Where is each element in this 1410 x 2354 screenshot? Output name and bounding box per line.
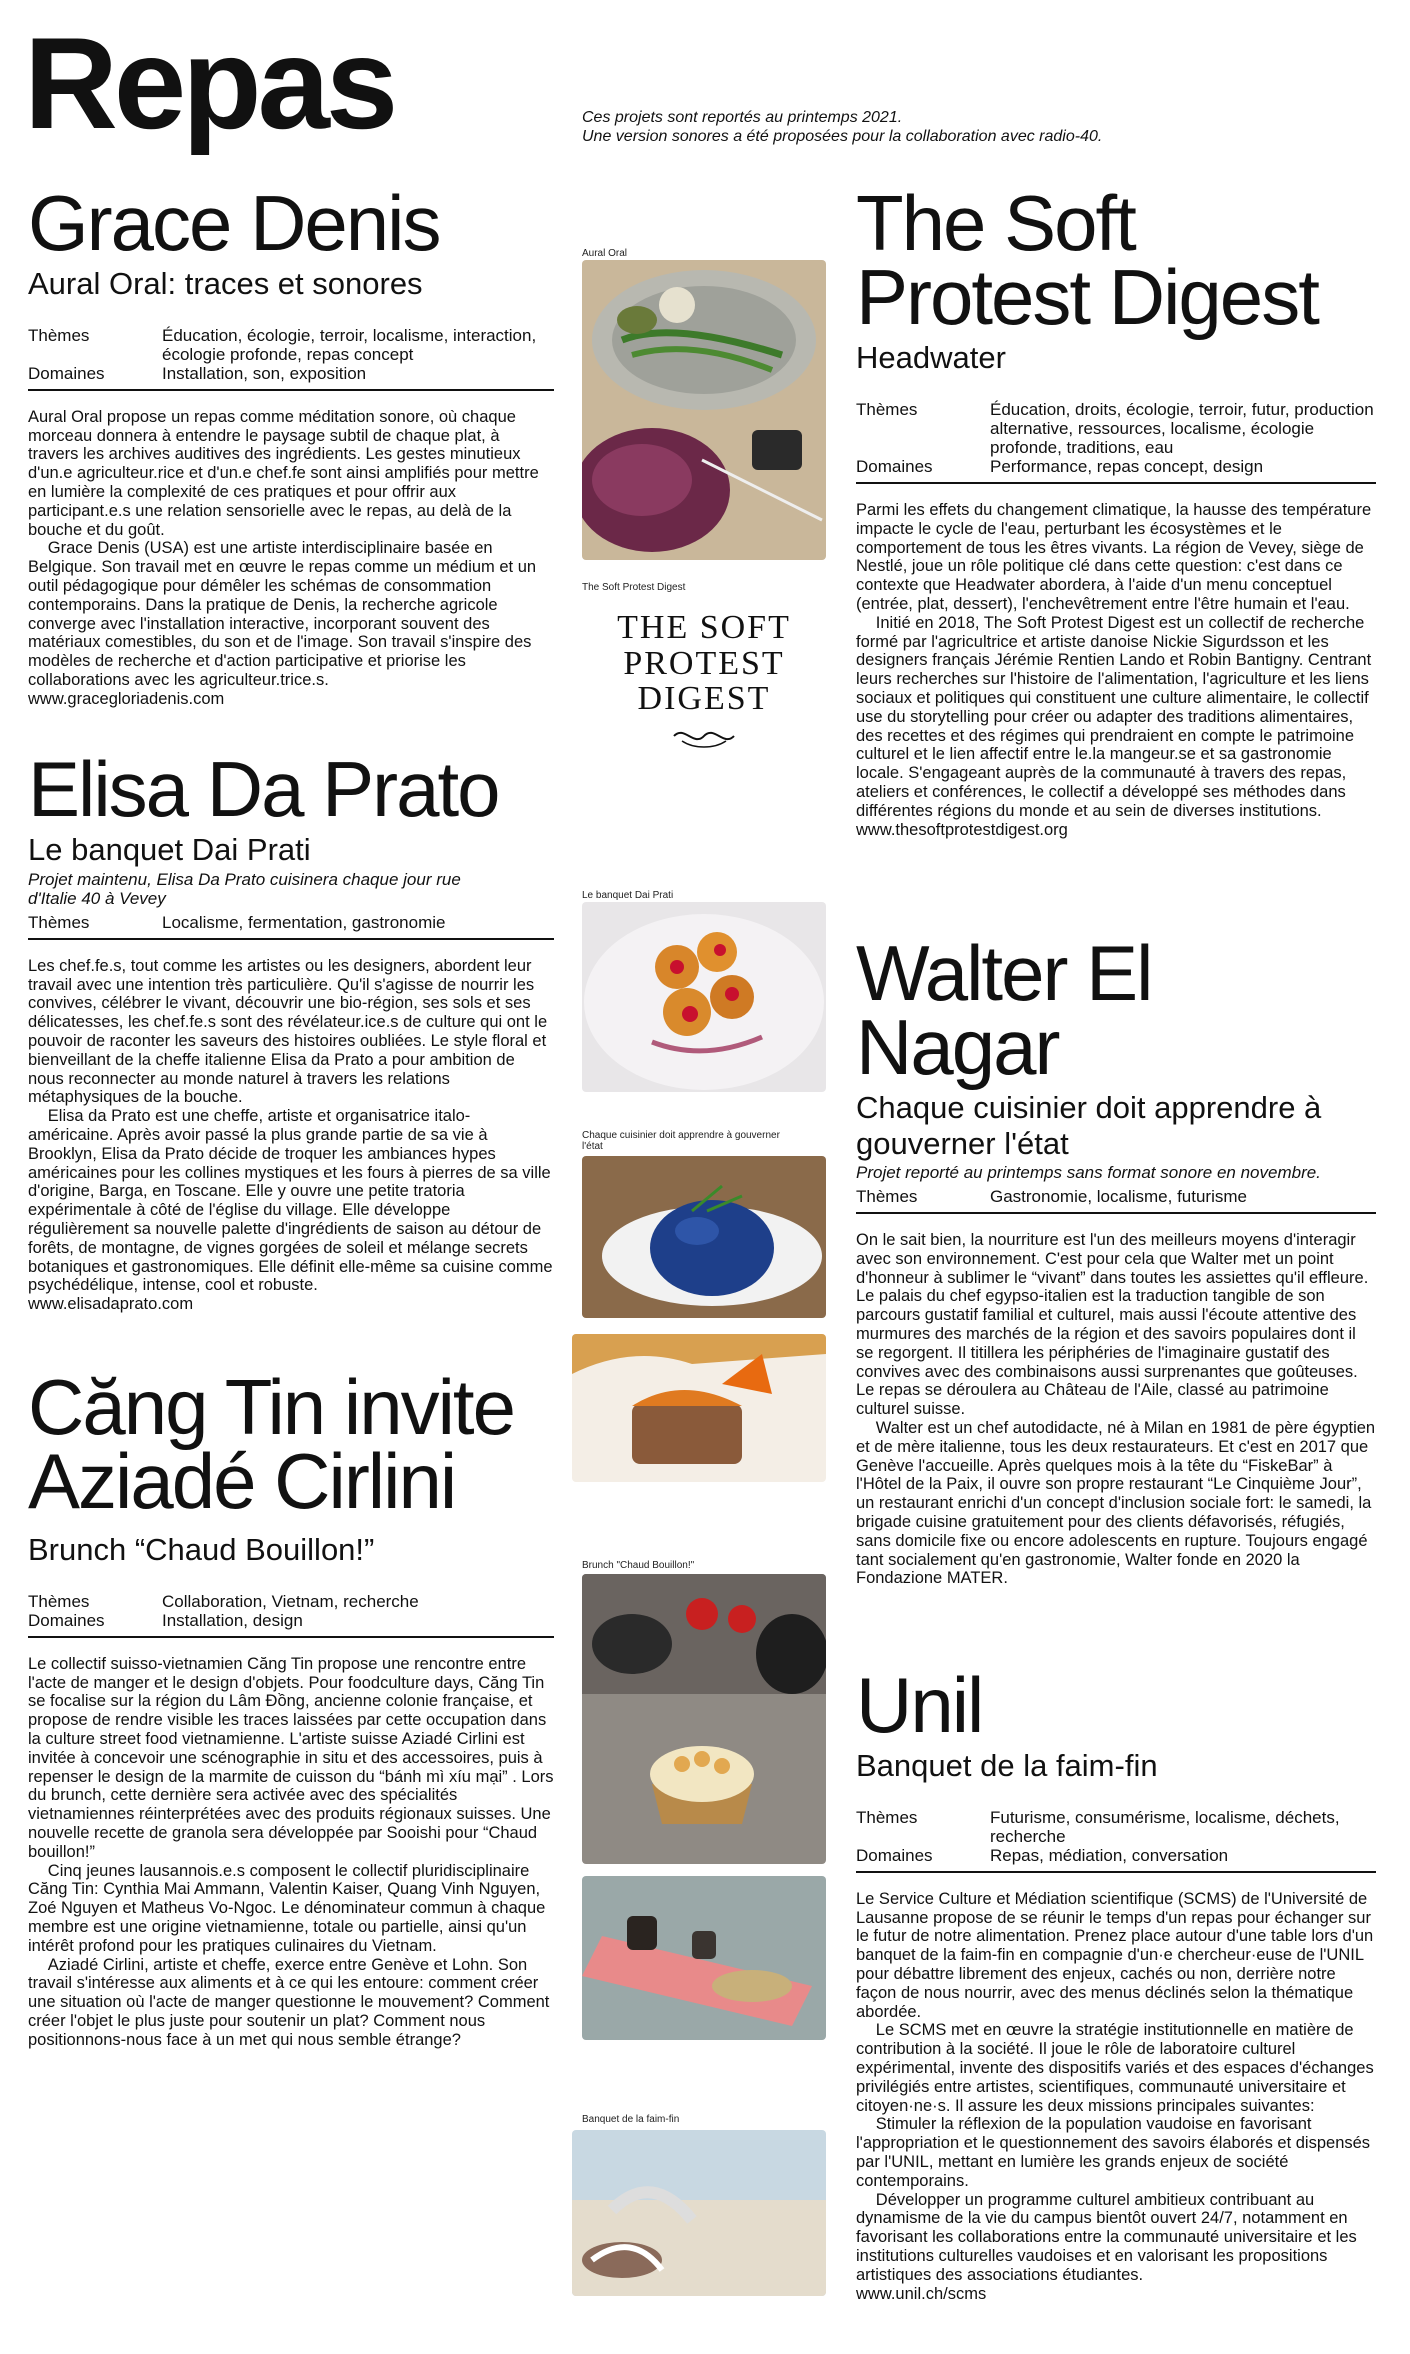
themes-label: Thèmes xyxy=(28,1591,90,1611)
domaines-label: Domaines xyxy=(28,363,105,383)
dai-prati-photo-art xyxy=(582,902,826,1092)
caption-chaque-cuisinier: Chaque cuisinier doit apprendre à gouverner l'état xyxy=(582,1130,780,1152)
meta-table xyxy=(28,1592,554,1638)
caption-brunch: Brunch "Chaud Bouillon!" xyxy=(582,1560,695,1571)
description xyxy=(856,1890,1376,2304)
chaque-cuisinier-photo xyxy=(582,1156,826,1318)
section-unil xyxy=(856,1661,1376,2303)
domaines-label: Domaines xyxy=(856,1845,933,1865)
status-note: Projet maintenu, Elisa Da Prato cuisinera chaque jour rue d'Italie 40 à Vevey xyxy=(28,869,461,909)
caption-soft-protest: The Soft Protest Digest xyxy=(582,582,686,593)
artist-name: Unil xyxy=(856,1661,983,1749)
paragraph: Le collectif suisso-vietnamien Căng Tin propose une rencontre entre l'acte de manger et le design d'objets. Pour foodculture days, Căng Tin se focalise sur la région du Lâm Đồng, ancienne colonie française, et propose de rendre visible les traces laissées par cette occupation dans la culture street food vietnamienne. L'artiste suisse Aziadé Cirlini est invitée à concevoir une scénographie in situ et des accessoires, puis à repenser le design de la marmite de cuisson du “bánh mì xíu mại” . Lors du brunch, cette dernière sera activée avec des spécialités vietnamiennes réinterprétées avec des produits régionaux suisses. Une nouvelle recette de granola sera développée par Sooishi pour “Chaud bouillon!” xyxy=(28,1654,554,1861)
banquet-dai-prati-photo xyxy=(582,902,826,1092)
soft-protest-logo xyxy=(582,610,826,757)
description xyxy=(28,957,554,1314)
description xyxy=(28,1655,554,2050)
themes-value: Collaboration, Vietnam, recherche xyxy=(162,1591,419,1611)
dessert-photo-art xyxy=(572,1334,826,1482)
themes-value: Gastronomie, localisme, futurisme xyxy=(990,1187,1247,1207)
themes-label: Thèmes xyxy=(856,399,918,419)
website-link[interactable]: www.elisadaprato.com xyxy=(28,1295,194,1314)
artist-name: Căng Tin invite Aziadé Cirlini xyxy=(28,1363,514,1526)
section-walter-el-nagar xyxy=(856,929,1376,1588)
artist-name: Walter El Nagar xyxy=(856,929,1152,1092)
caption-banquet-dai-prati: Le banquet Dai Prati xyxy=(582,890,674,901)
domaines-label: Domaines xyxy=(28,1610,105,1630)
themes-value: Futurisme, consumérisme, localisme, déchets, recherche xyxy=(990,1807,1340,1846)
project-subtitle: Brunch “Chaud Bouillon!” xyxy=(28,1532,375,1568)
dessert-photo xyxy=(572,1334,826,1482)
section-soft-protest-digest xyxy=(856,179,1376,839)
themes-label: Thèmes xyxy=(856,1807,918,1827)
status-note: Projet reporté au printemps sans format sonore en novembre. xyxy=(856,1163,1321,1183)
domaines-value: Installation, design xyxy=(162,1610,303,1630)
themes-value: Éducation, écologie, terroir, localisme, interaction, écologie profonde, repas concept xyxy=(162,325,537,364)
domaines-label: Domaines xyxy=(856,456,933,476)
brunch-photo-art xyxy=(582,1574,826,1864)
project-subtitle: Banquet de la faim-fin xyxy=(856,1748,1158,1784)
themes-value: Localisme, fermentation, gastronomie xyxy=(162,912,446,932)
table-setting-photo xyxy=(582,1876,826,2040)
themes-label: Thèmes xyxy=(28,325,90,345)
paragraph: Stimuler la réflexion de la population vaudoise en favorisant l'appropriation et le questionnement des savoirs élaborés et dispensés par l'UNIL, mettant en lumière les grands enjeux de société contemporains. xyxy=(856,2115,1371,2190)
paragraph: Aziadé Cirlini, artiste et cheffe, exerce entre Genève et Lohn. Son travail s'intéresse aux aliments et à ce qui les entoure: comment créer une situation où l'acte de manger questionne le mouvement? Comment créer l'objet le plus juste pour soutenir un plat? Comment nous positionnons-nous face à un met qui nous semble étrange? xyxy=(28,1955,550,2049)
artist-name: Elisa Da Prato xyxy=(28,745,499,833)
paragraph: Le Service Culture et Médiation scientifique (SCMS) de l'Université de Lausanne propose de se réunir le temps d'un repas pour échanger sur le futur de notre alimentation. Prenez place autour d'une table lors d'un banquet de la faim-fin en compagnie d'un·e chercheur·euse de l'UNIL pour débattre librement des enjeux, cachés ou non, derrière notre façon de nous nourrir, avec des menus déclinés selon la thématique abordée. xyxy=(856,1889,1374,2021)
meta-table xyxy=(856,400,1376,484)
description xyxy=(28,408,554,709)
paragraph: Elisa da Prato est une cheffe, artiste et organisatrice italo-américaine. Après avoir passé la plus grande partie de sa vie à Brooklyn, Elisa da Prato décide de troquer les ambiances hypes américaines pour les collines mystiques et les fours à pierres de sa ville d'origine, Barga, en Toscane. Elle y ouvre une petite tratoria expérimentale à côté de l'église du village. Elle développe régulièrement sa nouvelle palette d'ingrédients de saison au détour de forêts, de montagne, de vignes gorgées de soleil et mélange secrets botaniques et gastronomiques. Elle définit elle-même sa cuisine comme psychédélique, intense, cool et robuste. xyxy=(28,1107,553,1295)
paragraph: Cinq jeunes lausannois.e.s composent le collectif pluridisciplinaire Căng Tin: Cynthia Mai Ammann, Valentin Kaiser, Quang Vinh Nguyen, Zoé Nguyen et Matheus Vo-Ngoc. Le dénominateur commun à chaque membre est une origine vietnamienne, totale ou partielle, ainsi qu'un intérêt profond pour les pratiques culinaires du Vietnam. xyxy=(28,1861,546,1955)
description xyxy=(856,501,1376,839)
table-photo-art xyxy=(582,1876,826,2040)
logo-line: PROTEST xyxy=(623,644,785,682)
project-subtitle: Aural Oral: traces et sonores xyxy=(28,266,423,302)
section-grace-denis xyxy=(28,179,554,709)
meta-table xyxy=(28,913,554,940)
meta-table xyxy=(28,326,554,391)
paragraph: On le sait bien, la nourriture est l'un des meilleurs moyens d'interagir avec son environnement. C'est pour cela que Walter met un point d'honneur à sublimer le “vivant” dans toutes les assiettes qu'il effleure. Le palais du chef egypso-italien est la traduction tangible de son parcours gustatif familial et culturel, mais aussi l'écoute attentive des murmures des marchés de la région et des savoirs populaires dont il se regorgent. Il titillera les périphéries de l'imaginaire gustatif des convives avec des combinaisons aussi surprenantes que goûteuses. Le repas se déroulera au Château de l'Aile, classé au patrimoine culturel suisse. xyxy=(856,1231,1369,1419)
paragraph: Initié en 2018, The Soft Protest Digest est un collectif de recherche formé par l'agricultrice et artiste danoise Nickie Sigurdsson et les designers français Jérémie Rentien Lando et Robin Bantigny. Centrant leurs recherches sur l'histoire de l'alimentation, l'agriculture et les liens sociaux et politiques qui constituent une culture alimentaire, le collectif use du storytelling pour créer ou adapter des traditions alimentaires, des recettes et des régimes qui prendraient en compte le patrimoine culturel et le lien affectif entre le.la mangeur.se et sa gastronomie locale. S'engageant auprès de la communauté à travers des repas, ateliers et conférences, le collectif a développé ses méthodes dans différentes régions du monde et au sein de diverses institutions. xyxy=(856,613,1372,820)
page-title: Repas xyxy=(24,10,395,156)
artist-name: The Soft Protest Digest xyxy=(856,179,1318,342)
themes-label: Thèmes xyxy=(28,912,90,932)
paragraph: Walter est un chef autodidacte, né à Milan en 1981 de père égyptien et de mère italienne, tous les deux restaurateurs. Et c'est en 2017 que Genève l'accueille. Après quelques mois à la tête du “FiskeBar” à l'Hôtel de la Paix, il ouvre son propre restaurant “Le Cinquième Jour”, un restaurant enrichi d'un concept d'inclusion sociale fort: le samedi, la brigade cuisine gratuitement pour des clients défavorisés, réfugiés, sans domicile fixe ou encore adolescents en rupture. Toujours engagé tant socialement qu'en gastronomie, Walter fonde en 2020 la Fondazione MATER. xyxy=(856,1419,1376,1588)
paragraph: Les chef.fe.s, tout comme les artistes ou les designers, abordent leur travail avec une intention très particulière. Qu'il s'agisse de nourrir les convives, célébrer le vivant, découvrir une bio-région, ses sols et ses délicatesses, les chef.fe.s sont des révélateur.ice.s de culture qui ont le pouvoir de raconter les saveurs des histoires oubliées. Le style floral et bienveillant de la cheffe italienne Elisa da Prato a pour ambition de nous reconnecter au monde naturel à travers les relations métaphysiques de la bouche. xyxy=(28,956,548,1107)
logo-line: THE SOFT xyxy=(617,609,791,646)
project-subtitle: Le banquet Dai Prati xyxy=(28,832,311,868)
paragraph: Grace Denis (USA) est une artiste interdisciplinaire basée en Belgique. Son travail met en œuvre le repas comme un médium et un outil pédagogique pour démêler les schémas de consommation contemporains. Dans la pratique de Denis, la recherche agricole converge avec l'installation interactive, incorporant souvent des matériaux comestibles, du son et de l'image. Son travail s'inspire des modèles de recherche et d'action participative et priorise les collaborations avec les agriculteur.trice.s. xyxy=(28,539,537,689)
logo-line: DIGEST xyxy=(637,680,771,718)
section-elisa-da-prato xyxy=(28,745,554,1314)
description xyxy=(856,1231,1376,1588)
project-subtitle: Headwater xyxy=(856,340,1006,376)
intro-note xyxy=(582,108,1102,146)
website-link[interactable]: www.gracegloriadenis.com xyxy=(28,689,225,708)
website-link[interactable]: www.thesoftprotestdigest.org xyxy=(856,820,1068,839)
banquet-faim-fin-photo xyxy=(572,2130,826,2296)
project-subtitle: Chaque cuisinier doit apprendre à gouverner l'état xyxy=(856,1090,1322,1161)
brunch-photo xyxy=(582,1574,826,1864)
caption-banquet-faim-fin: Banquet de la faim-fin xyxy=(582,2114,680,2125)
meta-table xyxy=(856,1187,1376,1214)
themes-value: Éducation, droits, écologie, terroir, futur, production alternative, ressources, localisme, écologie profonde, traditions, eau xyxy=(990,399,1374,457)
domaines-value: Installation, son, exposition xyxy=(162,363,367,383)
intro-line-2: Une version sonores a été proposées pour la collaboration avec radio-40. xyxy=(582,128,1103,146)
themes-label: Thèmes xyxy=(856,1187,918,1207)
paragraph: Le SCMS met en œuvre la stratégie institutionnelle en matière de contribution à la société. Il joue le rôle de laboratoire culturel expérimental, invente des dispositifs variés et des espaces d'échanges privilégiés entre artistes, scientifiques, communauté universitaire et citoyen·ne·s. Il assure les deux missions principales suivantes: xyxy=(856,2021,1374,2115)
beach-photo-art xyxy=(572,2130,826,2296)
paragraph: Aural Oral propose un repas comme méditation sonore, où chaque morceau donnera à entendre le paysage subtil de chaque plat, à travers les archives auditives des ingrédients. Les gestes minutieux d'un.e agriculteur.rice et d'un.e chef.fe sont ainsi amplifiés pour mettre en lumière la complexité de ces pratiques et pour offrir aux participant.e.s une relation sensorielle avec le repas, au delà de la bouche et du goût. xyxy=(28,407,539,539)
aural-oral-photo xyxy=(582,260,826,560)
domaines-value: Performance, repas concept, design xyxy=(990,456,1264,476)
intro-line-1: Ces projets sont reportés au printemps 2021. xyxy=(582,109,903,126)
section-cang-tin xyxy=(28,1363,554,2050)
artist-name: Grace Denis xyxy=(28,179,440,267)
paragraph: Développer un programme culturel ambitieux contribuant au dynamisme de la vie du campus bientôt ouvert 24/7, notamment en favorisant les collaborations entre la communauté universitaire et les institutions culturelles vaudoises et en valorisant les propositions artistiques des associations étudiantes. xyxy=(856,2190,1357,2284)
aural-oral-photo-art xyxy=(582,260,826,560)
website-link[interactable]: www.unil.ch/scms xyxy=(856,2284,987,2303)
paragraph: Parmi les effets du changement climatique, la hausse des température impacte le cycle de l'eau, perturbant les écosystèmes et le comportement de tous les êtres vivants. La région de Vevey, siège de Nestlé, joue un rôle politique clé dans cette question: c'est dans ce contexte que Headwater abordera, à l'aide d'un menu conceptuel (entrée, plat, dessert), l'enchevêtrement entre l'être humain et l'eau. xyxy=(856,500,1372,613)
meta-table xyxy=(856,1808,1376,1873)
caption-aural-oral: Aural Oral xyxy=(582,248,628,259)
domaines-value: Repas, médiation, conversation xyxy=(990,1845,1229,1865)
blue-dish-photo-art xyxy=(582,1156,826,1318)
flourish-icon xyxy=(664,723,744,749)
